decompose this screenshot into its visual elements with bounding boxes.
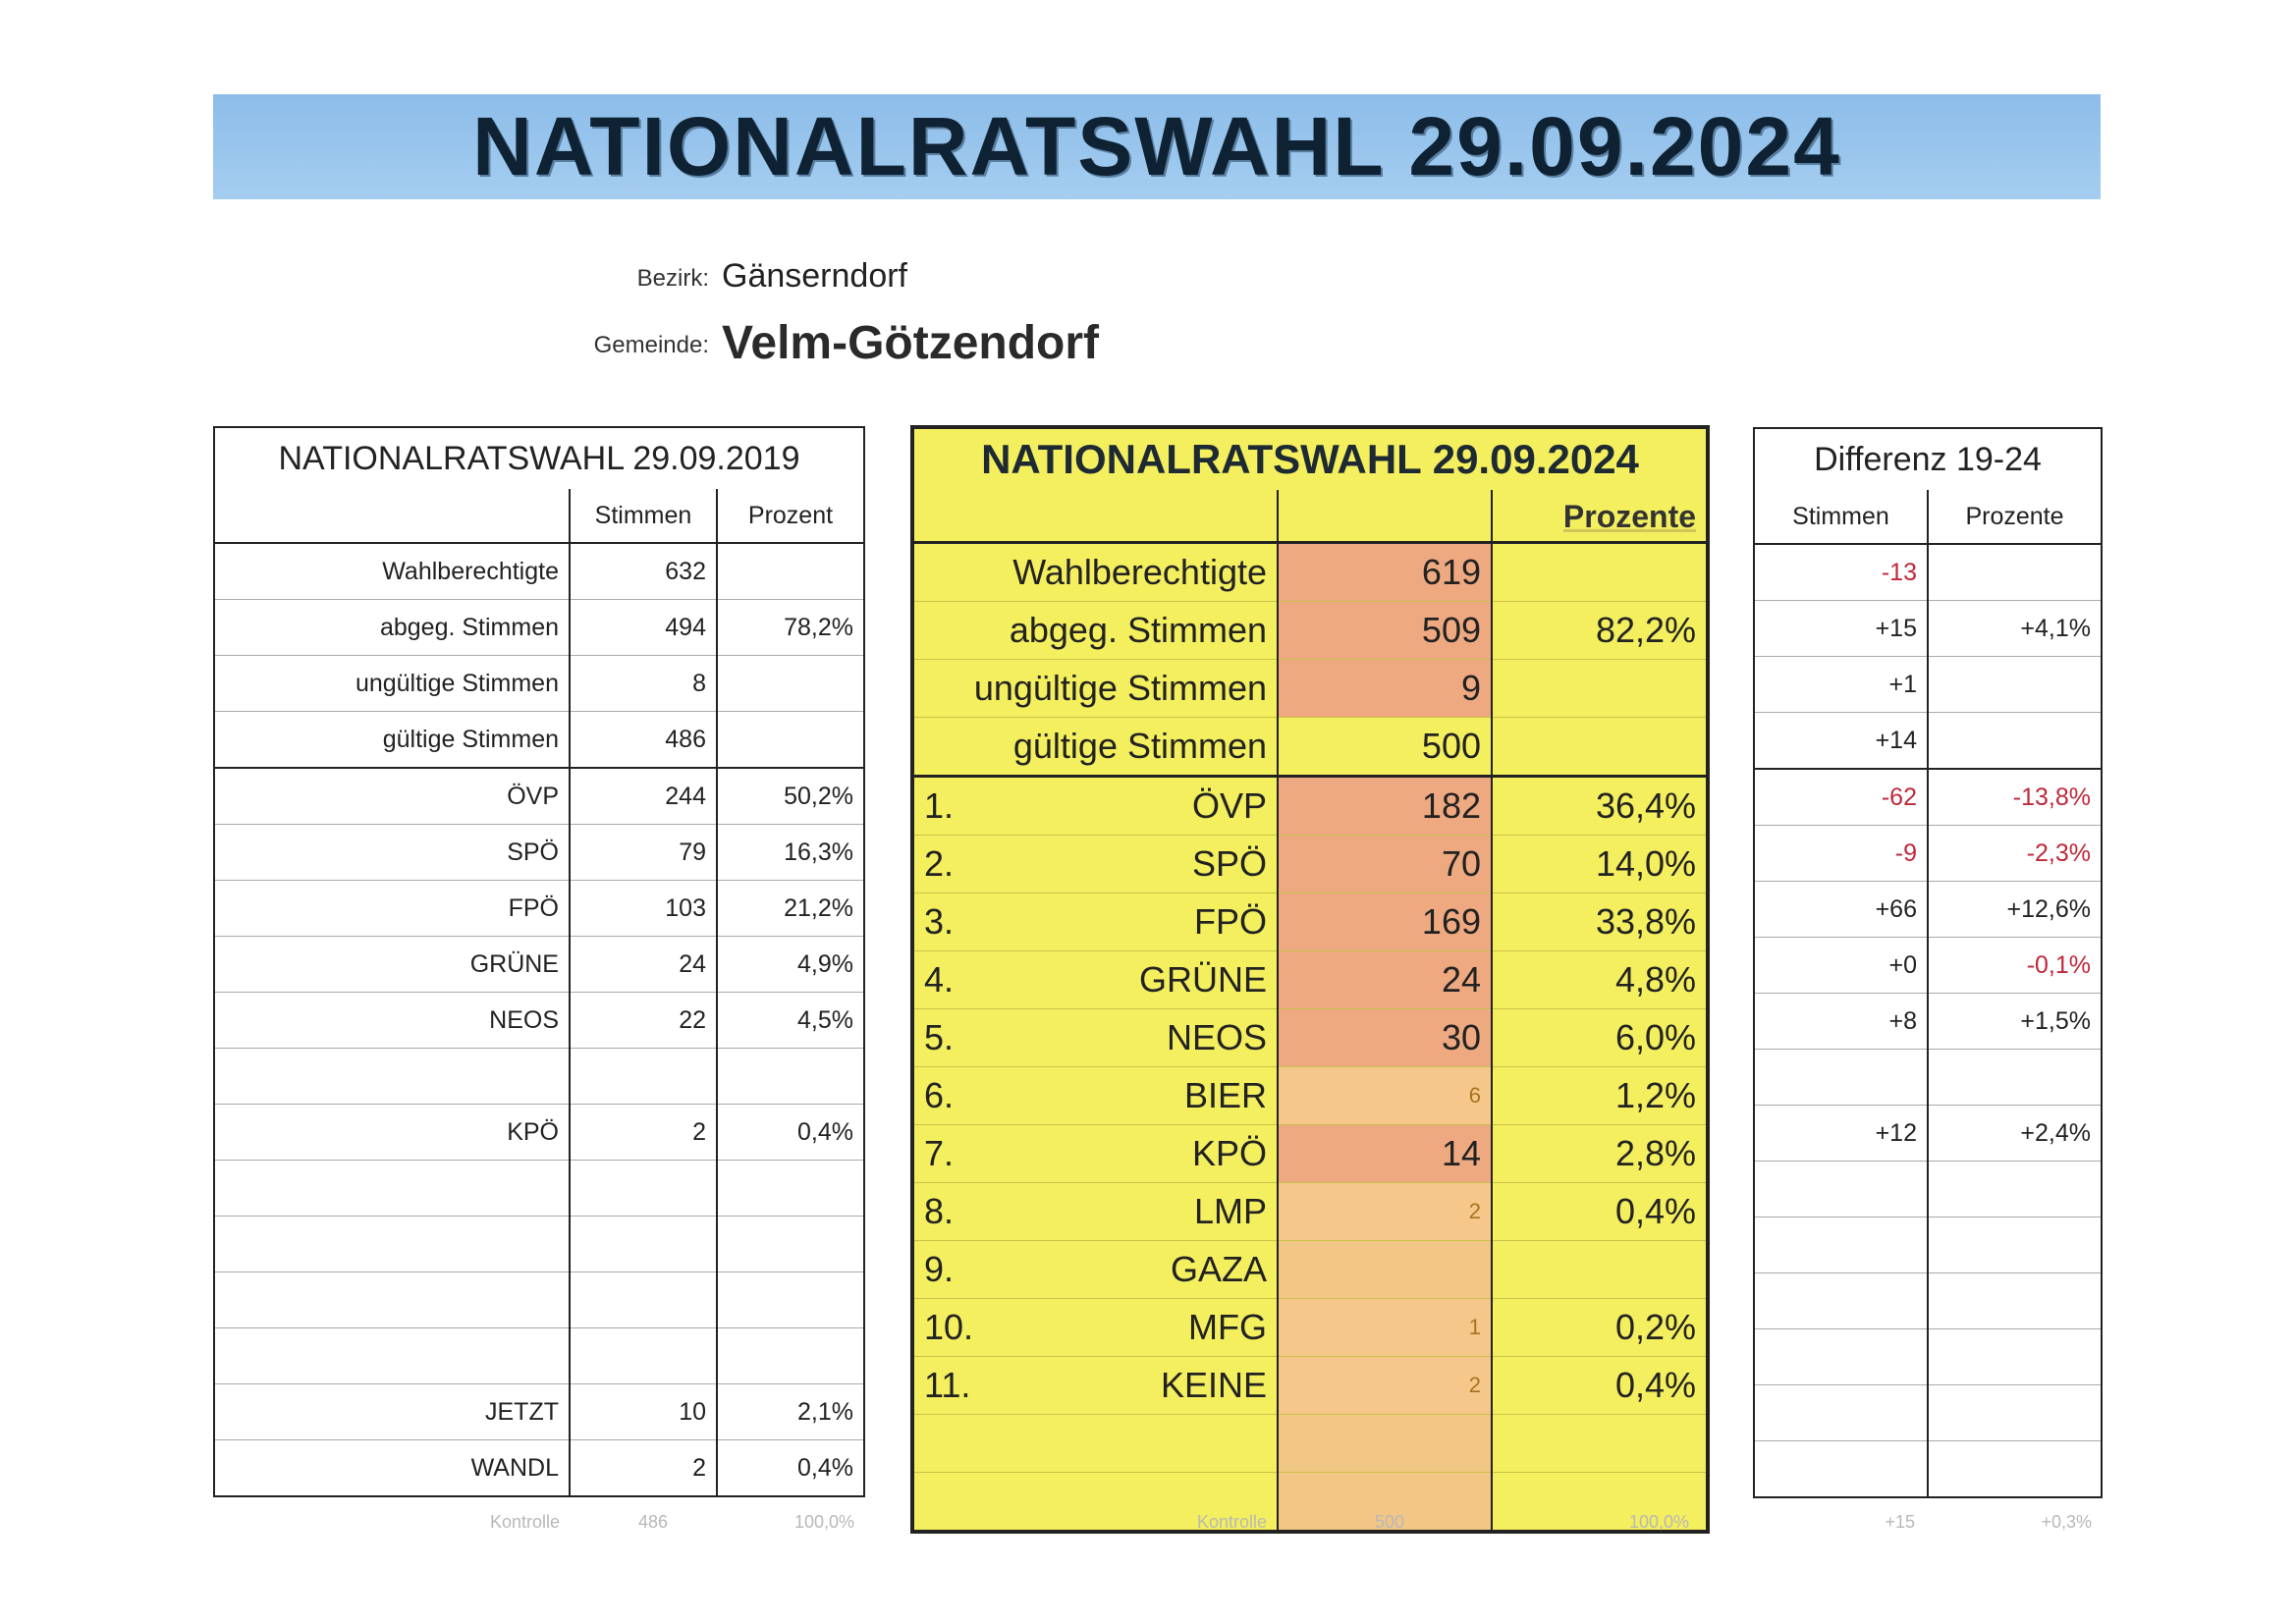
party-cell: [912, 836, 1278, 893]
table-row: [1754, 882, 2102, 938]
party-name: SPÖ: [1191, 843, 1267, 884]
empty-cell: [1278, 1415, 1492, 1473]
diff-stimmen: [1754, 1441, 1928, 1498]
row-stimmen: 79: [570, 825, 717, 881]
party-name: FPÖ: [1193, 901, 1267, 942]
diff-stimmen: [1754, 1385, 1928, 1441]
party-stimmen: 169: [1278, 893, 1492, 951]
diff-prozent: [1928, 1385, 2102, 1441]
row-stimmen: [570, 1217, 717, 1272]
diff-prozent: [1928, 657, 2102, 713]
party-prozent: 33,8%: [1492, 893, 1708, 951]
kontrolle-2024-label: Kontrolle: [1196, 1512, 1267, 1532]
table-row: [214, 1217, 864, 1272]
party-stimmen: 70: [1278, 836, 1492, 893]
results-2024-table: [910, 425, 1710, 1534]
table-row: [1754, 1162, 2102, 1217]
header-stimmen: Stimmen: [1754, 490, 1928, 544]
party-name: MFG: [1188, 1307, 1267, 1347]
party-name: GAZA: [1170, 1249, 1267, 1289]
diff-prozent: [1928, 1050, 2102, 1106]
diff-stimmen: [1754, 1050, 1928, 1106]
diff-prozent: [1928, 1329, 2102, 1385]
diff-stimmen: +66: [1754, 882, 1928, 938]
table-row: [214, 768, 864, 825]
row-label: ÖVP: [214, 768, 570, 825]
row-prozent: 50,2%: [717, 768, 864, 825]
diff-prozent: -13,8%: [1928, 769, 2102, 826]
row-stimmen: 9: [1278, 660, 1492, 718]
row-stimmen: 8: [570, 656, 717, 712]
row-stimmen: [570, 1049, 717, 1105]
table-row: [912, 602, 1708, 660]
diff-prozent: [1928, 1441, 2102, 1498]
party-name: ÖVP: [1191, 785, 1267, 826]
party-stimmen: 2: [1278, 1183, 1492, 1241]
row-prozent: [717, 1328, 864, 1384]
kontrolle-2024-prozent: 100,0%: [1628, 1512, 1689, 1532]
row-prozent: 2,1%: [717, 1384, 864, 1440]
gemeinde-value: Velm-Götzendorf: [722, 317, 1100, 369]
diff-prozent: +2,4%: [1928, 1106, 2102, 1162]
party-number: 11.: [924, 1365, 971, 1405]
table-row: [912, 1183, 1708, 1241]
row-stimmen: [570, 1328, 717, 1384]
row-label: Wahlberechtigte: [912, 543, 1278, 602]
party-cell: [912, 1299, 1278, 1357]
party-number: 1.: [924, 785, 955, 826]
party-cell: [912, 951, 1278, 1009]
diff-prozent: +4,1%: [1928, 601, 2102, 657]
row-stimmen: 509: [1278, 602, 1492, 660]
header-blank: [1278, 490, 1492, 543]
row-prozent: [717, 656, 864, 712]
party-prozent: 0,4%: [1492, 1183, 1708, 1241]
table-row: [912, 1067, 1708, 1125]
diff-stimmen: +0: [1754, 938, 1928, 994]
row-label: NEOS: [214, 993, 570, 1049]
party-prozent: 36,4%: [1492, 777, 1708, 836]
diff-prozent: [1928, 713, 2102, 770]
table-row: [214, 1161, 864, 1217]
diff-prozent: [1928, 1217, 2102, 1273]
row-stimmen: 2: [570, 1440, 717, 1497]
party-number: 9.: [924, 1249, 955, 1289]
party-prozent: [1492, 1241, 1708, 1299]
diff-stimmen: +8: [1754, 994, 1928, 1050]
row-prozent: 16,3%: [717, 825, 864, 881]
party-name: NEOS: [1166, 1017, 1267, 1057]
party-number: 4.: [924, 959, 955, 1000]
table-row: [214, 600, 864, 656]
row-label: [214, 1161, 570, 1217]
row-label: [214, 1049, 570, 1105]
party-cell: [912, 1241, 1278, 1299]
party-stimmen: 2: [1278, 1357, 1492, 1415]
party-cell: [912, 1067, 1278, 1125]
table-row: [1754, 938, 2102, 994]
row-prozent: 21,2%: [717, 881, 864, 937]
party-name: LMP: [1193, 1191, 1267, 1231]
diff-prozent: +1,5%: [1928, 994, 2102, 1050]
row-label: ungültige Stimmen: [214, 656, 570, 712]
diff-title: Differenz 19-24: [1814, 440, 2042, 478]
row-stimmen: 494: [570, 600, 717, 656]
row-stimmen: 500: [1278, 718, 1492, 777]
row-stimmen: 22: [570, 993, 717, 1049]
party-number: 10.: [924, 1307, 974, 1347]
table-row: [214, 543, 864, 600]
table-row: [214, 937, 864, 993]
title-banner: [213, 94, 2101, 199]
table-row: [1754, 826, 2102, 882]
row-stimmen: 486: [570, 712, 717, 769]
party-stimmen: [1278, 1241, 1492, 1299]
table-row: [214, 1384, 864, 1440]
party-name: GRÜNE: [1138, 959, 1267, 1000]
row-stimmen: 632: [570, 543, 717, 600]
diff-stimmen: -62: [1754, 769, 1928, 826]
diff-stimmen: [1754, 1273, 1928, 1329]
row-prozent: [1492, 718, 1708, 777]
row-prozent: [1492, 543, 1708, 602]
party-name: KEINE: [1160, 1365, 1267, 1405]
table-row: [214, 1328, 864, 1384]
party-prozent: 6,0%: [1492, 1009, 1708, 1067]
bezirk-label: Bezirk:: [636, 265, 709, 292]
diff-stimmen: +1: [1754, 657, 1928, 713]
table-row: [1754, 769, 2102, 826]
row-label: Wahlberechtigte: [214, 543, 570, 600]
table-row: [1754, 1385, 2102, 1441]
party-cell: [912, 1009, 1278, 1067]
table-row: [1754, 1329, 2102, 1385]
row-label: GRÜNE: [214, 937, 570, 993]
party-stimmen: 24: [1278, 951, 1492, 1009]
table-row: [214, 1105, 864, 1161]
header-stimmen: Stimmen: [570, 489, 717, 543]
row-label: [214, 1328, 570, 1384]
diff-prozent: [1928, 1273, 2102, 1329]
table-row: [1754, 1106, 2102, 1162]
table-row: [214, 1440, 864, 1497]
kontrolle-diff-stimmen: +15: [1885, 1512, 1915, 1532]
table-row: [912, 1357, 1708, 1415]
party-cell: [912, 893, 1278, 951]
table-row: [912, 836, 1708, 893]
row-label: gültige Stimmen: [214, 712, 570, 769]
table-row: [214, 712, 864, 769]
party-prozent: 0,4%: [1492, 1357, 1708, 1415]
table-row: [912, 893, 1708, 951]
row-prozent: 0,4%: [717, 1105, 864, 1161]
table-row: [214, 656, 864, 712]
row-stimmen: 10: [570, 1384, 717, 1440]
party-number: 2.: [924, 843, 955, 884]
row-label: FPÖ: [214, 881, 570, 937]
table-row: [912, 718, 1708, 777]
table-row: [1754, 1217, 2102, 1273]
kontrolle-2019-label: Kontrolle: [489, 1512, 560, 1532]
table-row: [912, 1009, 1708, 1067]
row-prozent: [717, 1272, 864, 1328]
party-prozent: 14,0%: [1492, 836, 1708, 893]
row-prozent: 0,4%: [717, 1440, 864, 1497]
table-row: [1754, 1050, 2102, 1106]
row-prozent: 82,2%: [1492, 602, 1708, 660]
diff-stimmen: +14: [1754, 713, 1928, 770]
row-prozent: [1492, 660, 1708, 718]
row-label: abgeg. Stimmen: [912, 602, 1278, 660]
kontrolle-2019-stimmen: 486: [637, 1512, 668, 1532]
empty-cell: [912, 1415, 1278, 1473]
table-row: [214, 881, 864, 937]
row-prozent: [717, 712, 864, 769]
row-stimmen: [570, 1272, 717, 1328]
diff-prozent: +12,6%: [1928, 882, 2102, 938]
difference-table: [1753, 427, 2103, 1498]
diff-stimmen: +15: [1754, 601, 1928, 657]
party-name: KPÖ: [1191, 1133, 1267, 1173]
party-number: 7.: [924, 1133, 955, 1173]
page-title: NATIONALRATSWAHL 29.09.2024: [472, 100, 1841, 192]
diff-stimmen: [1754, 1329, 1928, 1385]
party-stimmen: 14: [1278, 1125, 1492, 1183]
empty-cell: [1492, 1415, 1708, 1473]
diff-stimmen: -9: [1754, 826, 1928, 882]
row-stimmen: 24: [570, 937, 717, 993]
row-stimmen: [570, 1161, 717, 1217]
table-row: [912, 1125, 1708, 1183]
diff-prozent: [1928, 544, 2102, 601]
table-row: [214, 993, 864, 1049]
kontrolle-2019-prozent: 100,0%: [793, 1512, 854, 1532]
diff-stimmen: [1754, 1217, 1928, 1273]
row-stimmen: 2: [570, 1105, 717, 1161]
row-prozent: [717, 1161, 864, 1217]
party-number: 6.: [924, 1075, 955, 1115]
row-stimmen: 244: [570, 768, 717, 825]
row-label: SPÖ: [214, 825, 570, 881]
table-row: [1754, 601, 2102, 657]
party-number: 3.: [924, 901, 955, 942]
row-stimmen: 103: [570, 881, 717, 937]
diff-prozent: -2,3%: [1928, 826, 2102, 882]
row-prozent: [717, 543, 864, 600]
table-row: [214, 1049, 864, 1105]
row-label: JETZT: [214, 1384, 570, 1440]
table-row: [912, 1415, 1708, 1473]
table-row: [214, 825, 864, 881]
table-2019-title: NATIONALRATSWAHL 29.09.2019: [278, 439, 800, 477]
party-prozent: 1,2%: [1492, 1067, 1708, 1125]
table-row: [1754, 657, 2102, 713]
party-stimmen: 182: [1278, 777, 1492, 836]
diff-stimmen: +12: [1754, 1106, 1928, 1162]
diff-prozent: [1928, 1162, 2102, 1217]
row-prozent: [717, 1049, 864, 1105]
party-stimmen: 1: [1278, 1299, 1492, 1357]
party-cell: [912, 1183, 1278, 1241]
header-prozent: Prozent: [747, 501, 834, 529]
row-label: abgeg. Stimmen: [214, 600, 570, 656]
row-label: WANDL: [214, 1440, 570, 1497]
table-row: [912, 543, 1708, 602]
table-row: [912, 1241, 1708, 1299]
row-label: [214, 1272, 570, 1328]
results-2019-table: [213, 426, 865, 1497]
party-cell: [912, 777, 1278, 836]
header-blank: [214, 489, 570, 543]
bezirk-value: Gänserndorf: [722, 257, 907, 295]
party-number: 8.: [924, 1191, 955, 1231]
kontrolle-diff-prozent: +0,3%: [2041, 1512, 2092, 1532]
row-prozent: 78,2%: [717, 600, 864, 656]
header-prozente: Prozente: [1965, 502, 2064, 530]
table-2024-title: NATIONALRATSWAHL 29.09.2024: [981, 436, 1639, 482]
diff-stimmen: [1754, 1162, 1928, 1217]
diff-prozent: -0,1%: [1928, 938, 2102, 994]
row-label: gültige Stimmen: [912, 718, 1278, 777]
header-blank: [912, 490, 1278, 543]
row-prozent: 4,5%: [717, 993, 864, 1049]
party-stimmen: 6: [1278, 1067, 1492, 1125]
row-prozent: 4,9%: [717, 937, 864, 993]
kontrolle-2024-stimmen: 500: [1374, 1512, 1404, 1532]
table-row: [1754, 544, 2102, 601]
party-cell: [912, 1125, 1278, 1183]
table-row: [912, 660, 1708, 718]
party-prozent: 2,8%: [1492, 1125, 1708, 1183]
table-row: [1754, 713, 2102, 770]
table-row: [912, 1299, 1708, 1357]
diff-stimmen: -13: [1754, 544, 1928, 601]
table-row: [1754, 1441, 2102, 1498]
table-row: [1754, 1273, 2102, 1329]
table-row: [214, 1272, 864, 1328]
table-row: [1754, 994, 2102, 1050]
row-prozent: [717, 1217, 864, 1272]
party-stimmen: 30: [1278, 1009, 1492, 1067]
row-label: ungültige Stimmen: [912, 660, 1278, 718]
party-cell: [912, 1357, 1278, 1415]
party-prozent: 4,8%: [1492, 951, 1708, 1009]
table-row: [912, 1473, 1708, 1533]
row-stimmen: 619: [1278, 543, 1492, 602]
gemeinde-label: Gemeinde:: [593, 332, 709, 358]
party-number: 5.: [924, 1017, 955, 1057]
party-name: BIER: [1183, 1075, 1267, 1115]
row-label: [214, 1217, 570, 1272]
header-prozente-cell: [1492, 490, 1708, 543]
party-prozent: 0,2%: [1492, 1299, 1708, 1357]
header-prozente: Prozente: [1562, 499, 1697, 534]
table-row: [912, 951, 1708, 1009]
table-row: [912, 777, 1708, 836]
row-label: KPÖ: [214, 1105, 570, 1161]
